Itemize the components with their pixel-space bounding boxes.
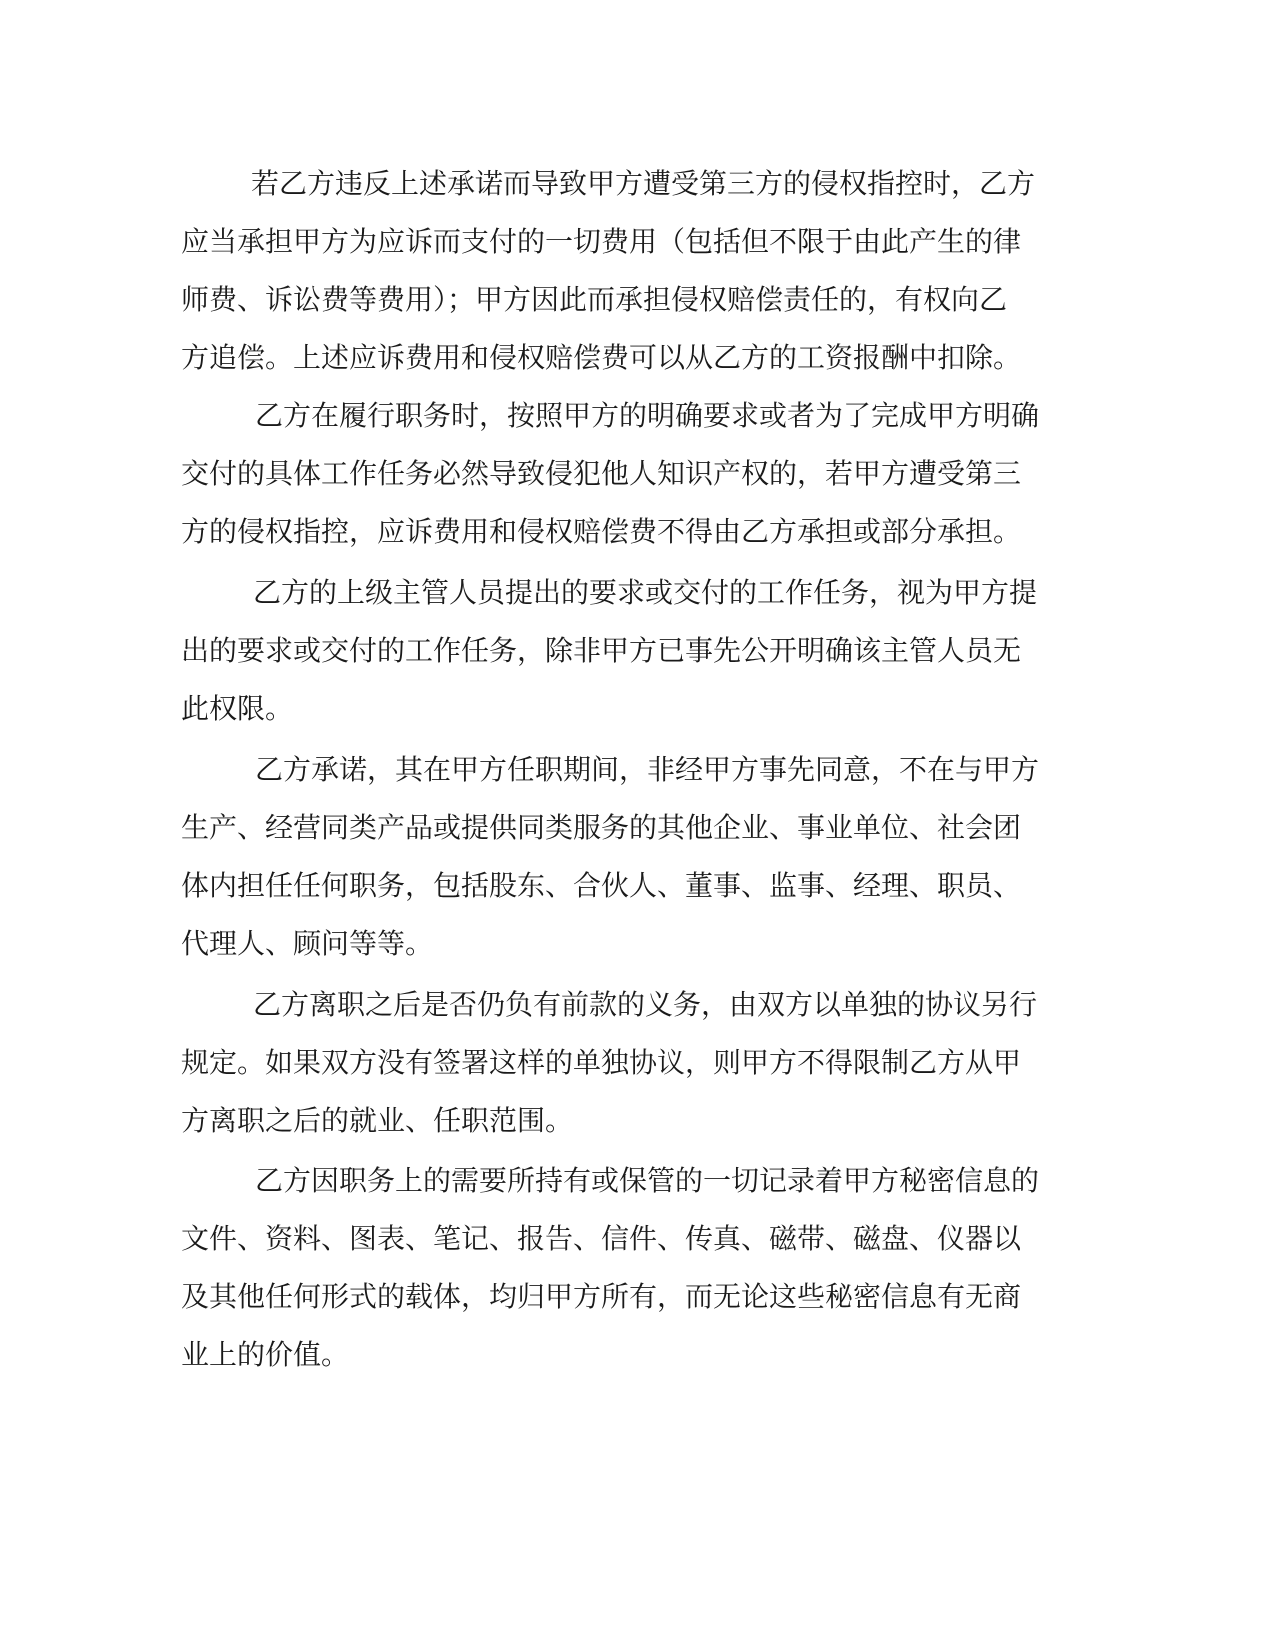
paragraph-6-line-3: 及其他任何形式的载体，均归甲方所有，而无论这些秘密信息有无商: [181, 1280, 1022, 1313]
paragraph-2-line-3: 方的侵权指控，应诉费用和侵权赔偿费不得由乙方承担或部分承担。: [181, 515, 1022, 548]
paragraph-6-line-2: 文件、资料、图表、笔记、报告、信件、传真、磁带、磁盘、仪器以: [181, 1222, 1022, 1255]
paragraph-6-line-4: 业上的价值。: [181, 1338, 350, 1371]
paragraph-2-line-1: 乙方在履行职务时，按照甲方的明确要求或者为了完成甲方明确: [255, 399, 1040, 432]
paragraph-1-line-4: 方追偿。上述应诉费用和侵权赔偿费可以从乙方的工资报酬中扣除。: [181, 341, 1022, 374]
paragraph-1-line-1: 若乙方违反上述承诺而导致甲方遭受第三方的侵权指控时，乙方: [251, 167, 1036, 200]
paragraph-3-line-3: 此权限。: [181, 692, 294, 725]
paragraph-1-line-3: 师费、诉讼费等费用）；甲方因此而承担侵权赔偿责任的，有权向乙: [181, 283, 1008, 316]
paragraph-4-line-2: 生产、经营同类产品或提供同类服务的其他企业、事业单位、社会团: [181, 811, 1022, 844]
paragraph-3-line-2: 出的要求或交付的工作任务，除非甲方已事先公开明确该主管人员无: [181, 634, 1022, 667]
paragraph-1-line-2: 应当承担甲方为应诉而支付的一切费用（包括但不限于由此产生的律: [181, 225, 1022, 258]
paragraph-5-line-2: 规定。如果双方没有签署这样的单独协议，则甲方不得限制乙方从甲: [181, 1046, 1022, 1079]
paragraph-4-line-1: 乙方承诺，其在甲方任职期间，非经甲方事先同意，不在与甲方: [255, 753, 1040, 786]
paragraph-5-line-3: 方离职之后的就业、任职范围。: [181, 1104, 574, 1137]
paragraph-4-line-3: 体内担任任何职务，包括股东、合伙人、董事、监事、经理、职员、: [181, 869, 1022, 902]
paragraph-4-line-4: 代理人、顾问等等。: [181, 927, 434, 960]
paragraph-2-line-2: 交付的具体工作任务必然导致侵犯他人知识产权的，若甲方遭受第三: [181, 457, 1022, 490]
paragraph-3-line-1: 乙方的上级主管人员提出的要求或交付的工作任务，视为甲方提: [253, 576, 1038, 609]
paragraph-6-line-1: 乙方因职务上的需要所持有或保管的一切记录着甲方秘密信息的: [255, 1164, 1040, 1197]
paragraph-5-line-1: 乙方离职之后是否仍负有前款的义务，由双方以单独的协议另行: [253, 988, 1038, 1021]
